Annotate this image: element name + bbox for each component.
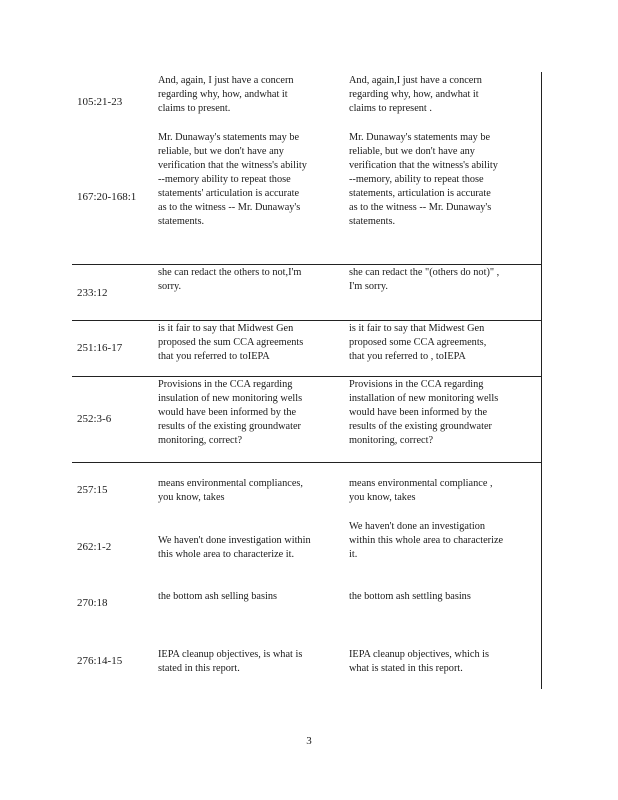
row-divider xyxy=(72,264,542,265)
original-text: And, again, I just have a concern regarding why, how, andwhat it claims to present. xyxy=(158,75,294,114)
original-text: We haven't done investigation within this whole area to characterize it. xyxy=(158,535,311,560)
table-right-border xyxy=(541,72,542,689)
original-text: the bottom ash selling basins xyxy=(158,591,277,602)
original-text: Provisions in the CCA regarding insulation of new monitoring wells would have been informed by the results of the existing groundwater monitoring, correct? xyxy=(158,379,303,446)
corrected-text: Mr. Dunaway's statements may be reliable, but we don't have any verification that the witness's ability --memory, ability to repeat those statements, articulation is accurate as to the witness -- Mr. Dunaway's statements. xyxy=(349,132,498,227)
original-text: she can redact the others to not,I'm sorry. xyxy=(158,267,302,292)
citation-167-20-168-1: 167:20-168:1 xyxy=(77,191,137,203)
original-text: IEPA cleanup objectives, is what is stated in this report. xyxy=(158,649,303,674)
citation-270-18: 270:18 xyxy=(77,597,108,609)
row-divider xyxy=(72,376,542,377)
row-divider xyxy=(72,320,542,321)
corrected-text: Provisions in the CCA regarding installation of new monitoring wells would have been informed by the results of the existing groundwater monitoring, correct? xyxy=(349,379,499,446)
citation-262-1-2: 262:1-2 xyxy=(77,541,112,553)
corrected-text: the bottom ash settling basins xyxy=(349,591,471,602)
row-divider xyxy=(72,462,542,463)
original-text: Mr. Dunaway's statements may be reliable, but we don't have any verification that the witness's ability --memory ability to repeat those statements' articulation is accurate as to the witness -- Mr. Dunaway's statements. xyxy=(158,132,307,227)
citation-252-3-6: 252:3-6 xyxy=(77,413,112,425)
corrected-text: We haven't done an investigation within this whole area to characterize it. xyxy=(349,521,504,560)
original-text: is it fair to say that Midwest Gen proposed the sum CCA agreements that you referred to toIEPA xyxy=(158,323,304,362)
corrected-text: she can redact the "(others do not)" , I'm sorry. xyxy=(349,267,500,292)
corrected-text: And, again,I just have a concern regarding why, how, andwhat it claims to represent . xyxy=(349,75,482,114)
citation-105-21-23: 105:21-23 xyxy=(77,96,123,108)
citation-233-12: 233:12 xyxy=(77,287,108,299)
citation-257-15: 257:15 xyxy=(77,484,108,496)
citation-276-14-15: 276:14-15 xyxy=(77,655,123,667)
original-text: means environmental compliances, you know, takes xyxy=(158,478,303,503)
corrected-text: means environmental compliance , you know, takes xyxy=(349,478,493,503)
corrected-text: IEPA cleanup objectives, which is what is stated in this report. xyxy=(349,649,490,674)
corrected-text: is it fair to say that Midwest Gen proposed some CCA agreements, that you referred to , toIEPA xyxy=(349,323,487,362)
citation-251-16-17: 251:16-17 xyxy=(77,342,123,354)
page-number: 3 xyxy=(306,735,312,747)
